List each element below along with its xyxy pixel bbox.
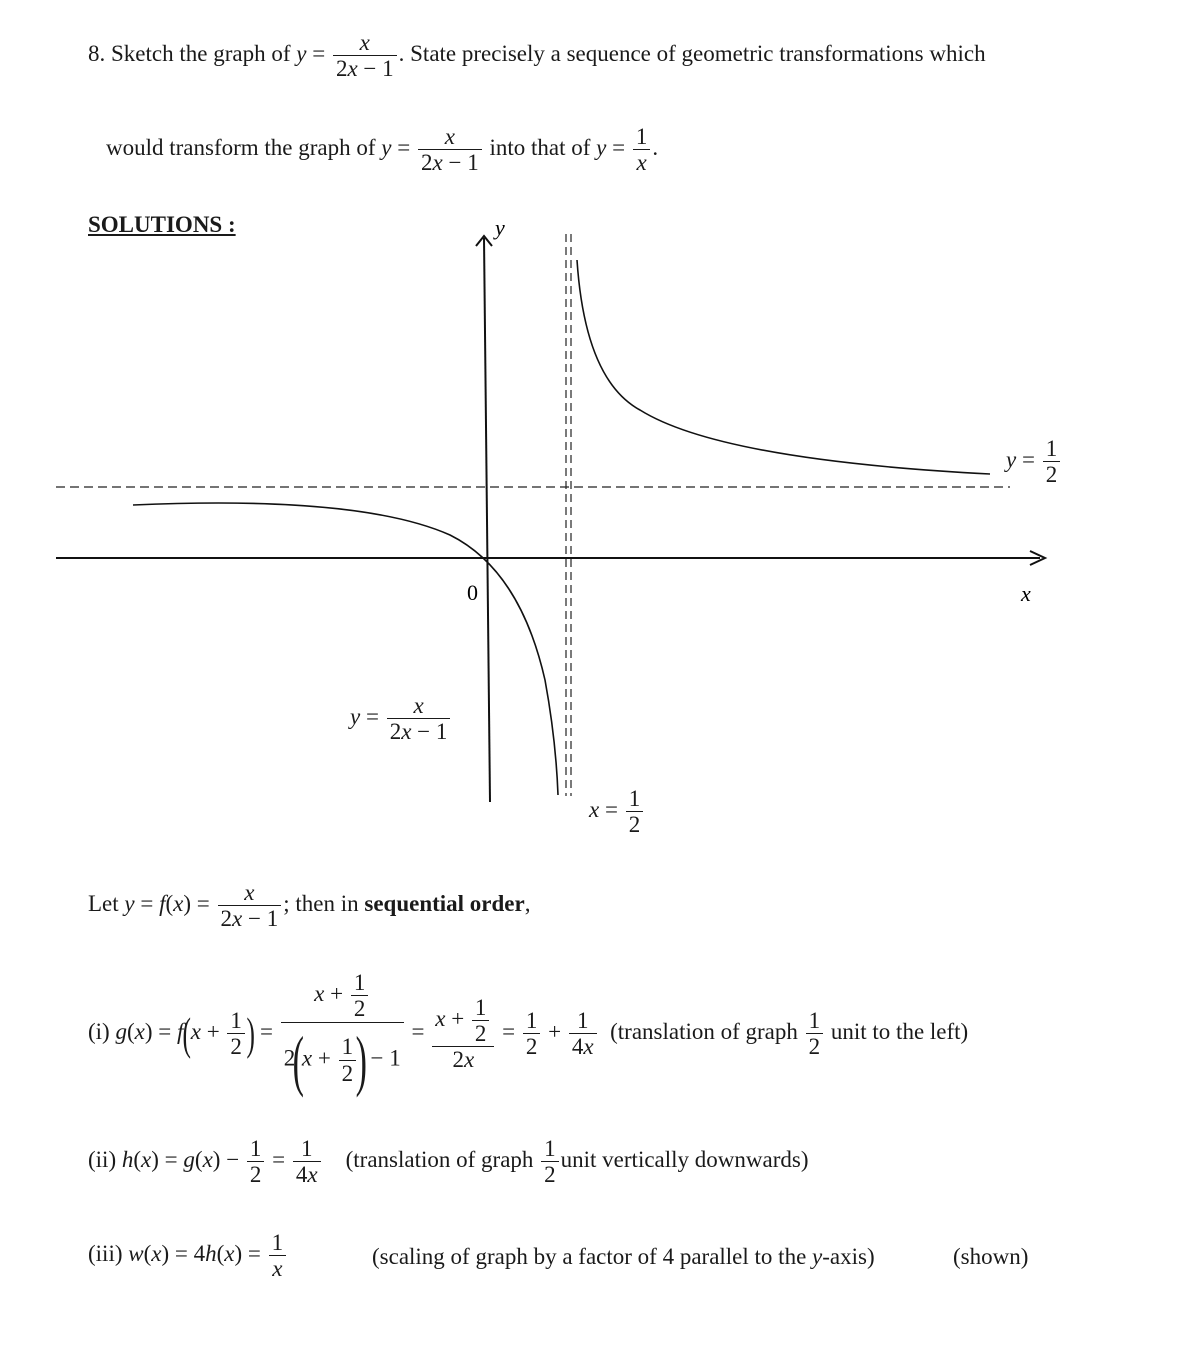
curve-left-branch xyxy=(133,503,558,795)
origin-label: 0 xyxy=(467,580,478,605)
fraction-complex-1: x + $\frac{1}{2}$ 2(x + $\frac{1}{2}$ ) − 1 xyxy=(281,970,404,1097)
question-line-1: 8. Sketch the graph of y = $\frac{x}{2x - 1}$ . State precisely a sequence of geometric transformations which xyxy=(88,30,986,82)
step-iii: (iii) w(x) = 4h(x) = $\frac{1}{x}$ xyxy=(88,1230,288,1282)
v-asymptote-label: x = $\frac{1}{2}$ xyxy=(589,786,645,838)
curve-right-branch xyxy=(577,260,990,474)
question-text-3: would transform the graph of xyxy=(106,135,376,161)
question-text-4: into that of xyxy=(489,135,591,161)
fraction-complex-2: x + $\frac{1}{2}$ 2x xyxy=(432,995,494,1073)
curve-label: y = $\frac{x}{2x - 1}$ xyxy=(350,693,452,745)
question-text-2: . State precisely a sequence of geometric transformations which xyxy=(398,41,986,67)
fraction-x-over-2x-1: $\frac{x}{2x - 1}$ xyxy=(333,30,397,82)
fraction-1-over-x: $\frac{1}{x}$ xyxy=(633,124,651,176)
let-line: Let y = f(x) = $\frac{x}{2x - 1}$ ; then in sequential order, xyxy=(88,880,531,932)
question-text-1: Sketch the graph of xyxy=(111,41,291,67)
fraction-x-over-2x-1: $\frac{x}{2x - 1}$ xyxy=(418,124,482,176)
step-iii-note: (scaling of graph by a factor of 4 parallel to the y-axis) xyxy=(372,1244,875,1269)
y-axis xyxy=(484,238,490,802)
x-axis-label: x xyxy=(1021,581,1031,606)
question-line-2: would transform the graph of y = $\frac{x}{2x - 1}$ into that of y = $\frac{1}{x}$ . xyxy=(106,124,659,176)
question-text-5: . xyxy=(652,135,659,161)
shown-label: (shown) xyxy=(953,1244,1029,1269)
step-ii: (ii) h(x) = g(x) − $\frac{1}{2}$ = $\frac{1}{4x}$ (translation of graph $\frac{1}{2}$ unit vertically downwards) xyxy=(88,1136,809,1188)
y-axis-label: y xyxy=(495,215,505,240)
step-i: (i) g(x) = f(x + $\frac{1}{2}$ ) = x + $\frac{1}{2}$ 2(x + $\frac{1}{2}$ ) − 1 = x + $\frac{1}{2}$ 2x = $\frac{1}{2}$ + $\frac{1}{4x}$ (translation of graph $\frac{1}{2}$ unit to the left) xyxy=(88,970,969,1098)
solutions-heading: SOLUTIONS : xyxy=(88,212,236,237)
h-asymptote-label: y = $\frac{1}{2}$ xyxy=(1006,436,1062,488)
question-number: 8. xyxy=(88,41,106,67)
